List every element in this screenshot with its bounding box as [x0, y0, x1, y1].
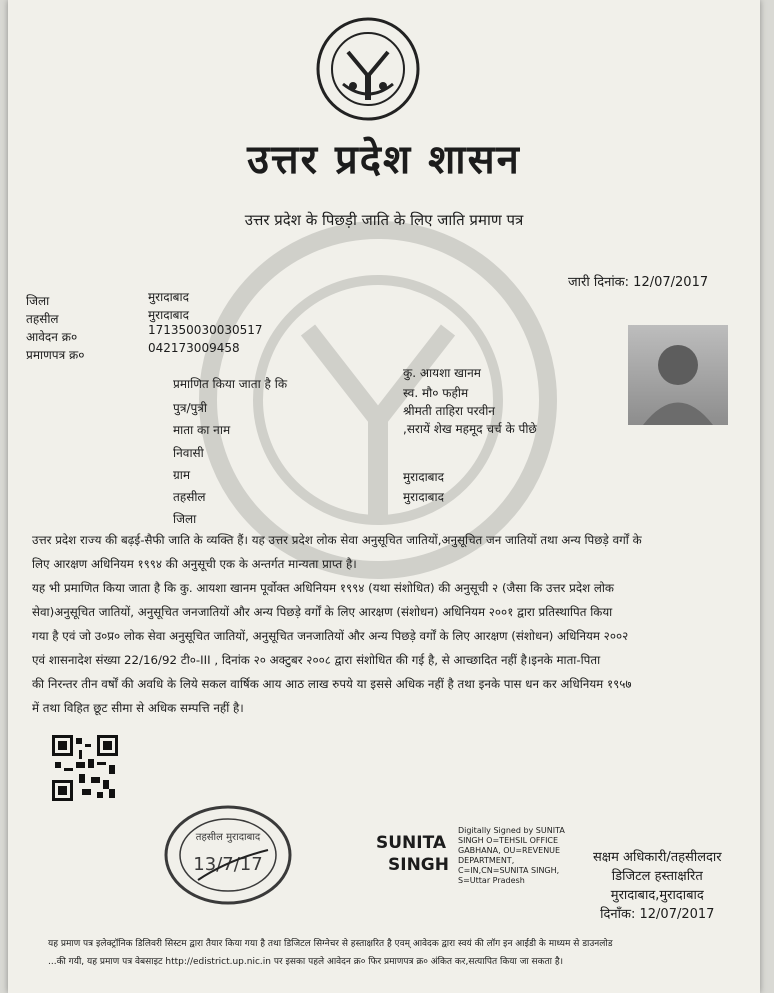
certificate-page — [8, 0, 760, 993]
person-photo-icon — [628, 325, 728, 425]
person-district-label: जिला — [173, 512, 197, 526]
applicant-photo — [628, 325, 728, 425]
body-line: गया है एवं जो उ०प्र० लोक सेवा अनुसूचित जातियों, अनुसूचित जनजातियों और अन्य पिछड़े वर्गों के लिए आरक्षण (संशोधन) अधिनियम २००२ — [32, 629, 629, 643]
body-line: यह भी प्रमाणित किया जाता है कि कु. आयशा खानम पूर्वोक्त अधिनियम १९९४ (यथा संशोधित) की अनुसूची २ (जैसा कि उत्तर प्रदेश लोक — [32, 581, 614, 595]
person-tehsil-value: मुरादाबाद — [403, 470, 445, 484]
body-line: लिए आरक्षण अधिनियम १९९४ की अनुसूची एक के अन्तर्गत मान्यता प्राप्त है। — [32, 557, 357, 571]
certificate-subtitle: उत्तर प्रदेश के पिछड़ी जाति के लिए जाति प्रमाण पत्र — [244, 211, 524, 229]
certificate-body — [32, 528, 744, 720]
certificate-title: उत्तर प्रदेश शासन — [247, 136, 521, 183]
authority-block — [593, 848, 722, 924]
signer-first-name: SUNITA — [376, 833, 447, 853]
body-line: एवं शासनादेश संख्या 22/16/92 टी०-III , दिनांक २० अक्टुबर २००८ द्वारा संशोधित की गई है, से आच्छादित नहीं है।इनके माता-पिता — [32, 653, 601, 667]
body-line: उत्तर प्रदेश राज्य की बढ़ई-सैफी जाति के व्यक्ति हैं। यह उत्तर प्रदेश लोक सेवा अनुसूचित जातियों,अनुसूचित जन जातियों तथा अन्य पिछड़े वर्गों के — [32, 533, 642, 547]
stamp-text: तहसील मुरादाबाद — [195, 832, 261, 843]
footer-note — [48, 935, 748, 971]
certify-label: प्रमाणित किया जाता है कि — [173, 377, 288, 391]
authority-digital-signed: डिजिटल हस्ताक्षरित — [611, 869, 703, 884]
application-number-value: 171350030030517 — [148, 323, 263, 337]
up-government-emblem-icon — [313, 14, 423, 124]
footer-line: यह प्रमाण पत्र इलेक्ट्रॉनिक डिलिवरी सिस्टम द्वारा तैयार किया गया है तथा डिजिटल सिग्नेचर से हस्ताक्षरित है एवम् आवेदक द्वारा स्वयं की लॉग इन आईडी के माध्यम से डाउनलोड — [48, 939, 613, 949]
signer-name — [376, 832, 449, 876]
certificate-number-label: प्रमाणपत्र क्र० — [26, 348, 85, 362]
child-of-label: पुत्र/पुत्री — [173, 401, 208, 415]
district-value: मुरादाबाद — [148, 290, 190, 304]
district-label: जिला — [26, 294, 50, 308]
person-tehsil-label: तहसील — [173, 490, 206, 504]
certificate-number-value: 042173009458 — [148, 341, 240, 355]
person-district-value: मुरादाबाद — [403, 490, 445, 504]
footer-line: ...की गयी, यह प्रमाण पत्र वेबसाइट http://edistrict.up.nic.in पर इसका पहले आवेदन क्र० फिर प्रमाणपत्र क्र० अंकित कर,सत्यापित किया जा सकता है। — [48, 957, 564, 967]
father-name-value: स्व. मौ० फहीम — [403, 386, 469, 400]
application-number-label: आवेदन क्र० — [26, 330, 78, 344]
digital-signature-info: Digitally Signed by SUNITA SINGH O=TEHSIL OFFICE GABHANA, OU=REVENUE DEPARTMENT, C=IN,CN=SUNITA SINGH, S=Uttar Pradesh — [458, 826, 565, 885]
mother-name-label: माता का नाम — [173, 423, 231, 437]
authority-date: दिनाँक: 12/07/2017 — [600, 907, 715, 922]
official-stamp-icon — [158, 800, 298, 910]
stamp-date: 13/7/17 — [193, 854, 263, 875]
resident-label: निवासी — [173, 446, 204, 460]
certify-value: कु. आयशा खानम — [403, 366, 481, 380]
resident-value: ,सरायें शेख महमूद चर्च के पीछे — [403, 422, 537, 436]
body-line: सेवा)अनुसूचित जातियों, अनुसूचित जनजातियों और अन्य पिछड़े वर्गों के लिए आरक्षण (संशोधन) अधिनियम २००१ द्वारा प्रतिस्थापित किया — [32, 605, 613, 619]
authority-designation: सक्षम अधिकारी/तहसीलदार — [593, 850, 722, 865]
body-line: की निरन्तर तीन वर्षों की अवधि के लिये सकल वार्षिक आय आठ लाख रुपये या इससे अधिक नहीं है तथा इनके पास धन कर अधिनियम १९५७ — [32, 677, 632, 691]
signer-last-name: SINGH — [388, 855, 449, 875]
qr-code-icon[interactable] — [52, 735, 118, 801]
tehsil-value: मुरादाबाद — [148, 308, 190, 322]
body-line: में तथा विहित छूट सीमा से अधिक सम्पत्ति नहीं है। — [32, 701, 244, 715]
issue-date: जारी दिनांक: 12/07/2017 — [568, 275, 709, 290]
tehsil-label: तहसील — [26, 312, 59, 326]
watermark-emblem-icon — [188, 220, 568, 580]
authority-location: मुरादाबाद,मुरादाबाद — [610, 888, 704, 903]
mother-name-value: श्रीमती ताहिरा परवीन — [403, 404, 495, 418]
village-label: ग्राम — [173, 468, 191, 482]
